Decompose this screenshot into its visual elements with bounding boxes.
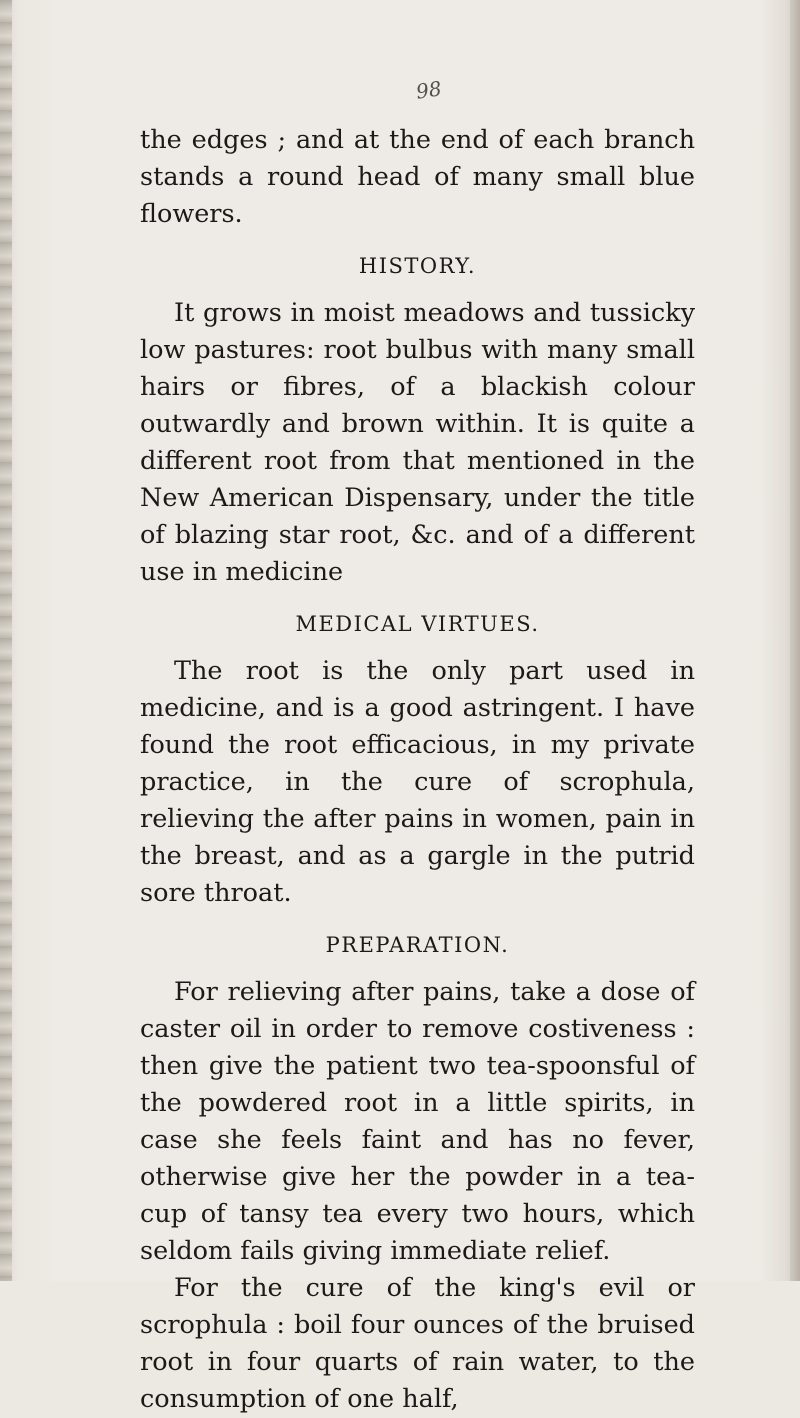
section-heading-medical-virtues: MEDICAL VIRTUES.: [295, 612, 540, 636]
page-body-text: [140, 122, 695, 1418]
medical-virtues-paragraph: The root is the only part used in medicine, and is a good astringent. I have found the root efficacious, in my private practice, in the cure of scrophula, relieving the after pains in women, pain in the breast, and as a gargle in the putrid sore throat.: [140, 656, 695, 908]
preparation-paragraph-1: For relieving after pains, take a dose of caster oil in order to remove costiveness : then give the patient two tea-spoonsful of the powdered root in a little spirits, in case she feels faint and has no fever, otherwise give her the powder in a tea-cup of tansy tea every two hours, which seldom fails giving immediate relief.: [140, 977, 695, 1266]
history-paragraph: It grows in moist meadows and tussicky low pastures: root bulbus with many small hairs or fibres, of a blackish colour outwardly and brown within. It is quite a different root from that mentioned in the New American Dispensary, under the title of blazing star root, &c. and of a different use in medicine: [140, 298, 695, 587]
section-heading-history: HISTORY.: [358, 254, 477, 278]
page-binding-left: [0, 0, 12, 1281]
intro-paragraph: the edges ; and at the end of each branch stands a round head of many small blue flowers.: [140, 125, 695, 229]
page-edge-right: [790, 0, 800, 1281]
preparation-paragraph-2: For the cure of the king's evil or scrophula : boil four ounces of the bruised root in four quarts of rain water, to the consumption of one half,: [140, 1273, 695, 1414]
page-number: 98: [414, 76, 443, 104]
section-heading-preparation: PREPARATION.: [325, 933, 510, 957]
